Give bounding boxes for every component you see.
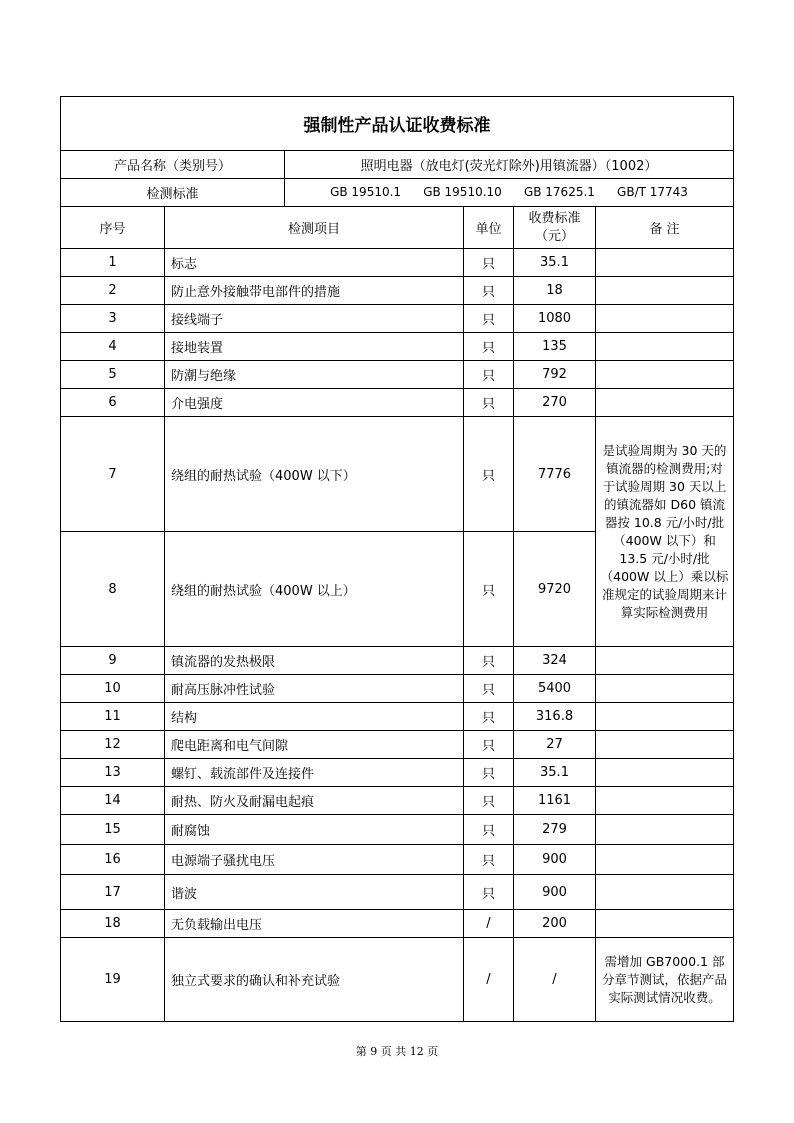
row-item: 接线端子 (165, 305, 464, 333)
row-item: 防潮与绝缘 (165, 361, 464, 389)
row-unit: 只 (464, 361, 514, 389)
page-footer: 第 9 页 共 12 页 (355, 1045, 439, 1058)
page-title: 强制性产品认证收费标准 (61, 97, 734, 151)
row-unit: 只 (464, 731, 514, 759)
standard-item: GB 19510.10 (423, 185, 502, 199)
row-no: 17 (61, 875, 165, 910)
row-no: 6 (61, 389, 165, 417)
row-note (596, 249, 734, 277)
row-note (596, 815, 734, 845)
row-note (596, 787, 734, 815)
row-note (596, 647, 734, 675)
header-no: 序号 (61, 207, 165, 249)
row-fee: 200 (514, 910, 596, 938)
row-note (596, 389, 734, 417)
table-row (61, 875, 734, 910)
row-fee: 9720 (514, 532, 596, 647)
table-row (61, 305, 734, 333)
row-note: 是试验周期为 30 天的镇流器的检测费用;对于试验周期 30 天以上的镇流器如 D60 镇流器按 10.8 元/小时/批（400W 以下）和 13.5 元/小时/批（400W 以上）乘以标准规定的试验周期来计算实际检测费用 (596, 417, 734, 647)
row-fee: 27 (514, 731, 596, 759)
row-no: 18 (61, 910, 165, 938)
fee-table (60, 96, 734, 1022)
row-unit: 只 (464, 305, 514, 333)
header-item: 检测项目 (165, 207, 464, 249)
row-item: 标志 (165, 249, 464, 277)
row-fee: 18 (514, 277, 596, 305)
row-note (596, 277, 734, 305)
row-fee: / (514, 938, 596, 1022)
header-fee: 收费标准（元） (514, 207, 596, 249)
row-item: 接地装置 (165, 333, 464, 361)
row-unit: 只 (464, 333, 514, 361)
row-unit: 只 (464, 249, 514, 277)
row-fee: 792 (514, 361, 596, 389)
row-fee: 35.1 (514, 249, 596, 277)
row-no: 19 (61, 938, 165, 1022)
row-item: 绕组的耐热试验（400W 以下） (165, 417, 464, 532)
row-item: 绕组的耐热试验（400W 以上） (165, 532, 464, 647)
row-unit: / (464, 910, 514, 938)
standard-item: GB 19510.1 (330, 185, 402, 199)
row-no: 16 (61, 845, 165, 875)
row-no: 3 (61, 305, 165, 333)
row-unit: 只 (464, 277, 514, 305)
row-note (596, 361, 734, 389)
row-no: 7 (61, 417, 165, 532)
row-no: 13 (61, 759, 165, 787)
row-no: 11 (61, 703, 165, 731)
header-unit: 单位 (464, 207, 514, 249)
row-no: 10 (61, 675, 165, 703)
table-row (61, 417, 734, 532)
row-unit: 只 (464, 787, 514, 815)
table-row (61, 815, 734, 845)
row-item: 防止意外接触带电部件的措施 (165, 277, 464, 305)
row-fee: 316.8 (514, 703, 596, 731)
row-note (596, 910, 734, 938)
row-unit: 只 (464, 647, 514, 675)
fee-standard-sheet (60, 96, 733, 1022)
table-row (61, 938, 734, 1022)
row-note: 需增加 GB7000.1 部分章节测试，依据产品实际测试情况收费。 (596, 938, 734, 1022)
row-unit: / (464, 938, 514, 1022)
row-item: 结构 (165, 703, 464, 731)
row-unit: 只 (464, 417, 514, 532)
row-no: 12 (61, 731, 165, 759)
row-no: 5 (61, 361, 165, 389)
standard-item: GB/T 17743 (617, 185, 688, 199)
table-row (61, 675, 734, 703)
table-row (61, 845, 734, 875)
row-item: 耐热、防火及耐漏电起痕 (165, 787, 464, 815)
standard-item: GB 17625.1 (523, 185, 595, 199)
table-row (61, 333, 734, 361)
row-note (596, 333, 734, 361)
row-unit: 只 (464, 815, 514, 845)
row-no: 14 (61, 787, 165, 815)
table-row (61, 277, 734, 305)
row-note (596, 759, 734, 787)
table-row (61, 703, 734, 731)
row-item: 电源端子骚扰电压 (165, 845, 464, 875)
row-note (596, 731, 734, 759)
row-fee: 900 (514, 875, 596, 910)
row-no: 8 (61, 532, 165, 647)
row-item: 无负载输出电压 (165, 910, 464, 938)
row-fee: 5400 (514, 675, 596, 703)
standards-label: 检测标准 (61, 179, 285, 207)
standards-list (285, 179, 734, 207)
row-item: 谐波 (165, 875, 464, 910)
row-fee: 7776 (514, 417, 596, 532)
row-note (596, 675, 734, 703)
row-note (596, 703, 734, 731)
row-fee: 1161 (514, 787, 596, 815)
row-item: 介电强度 (165, 389, 464, 417)
row-item: 螺钉、载流部件及连接件 (165, 759, 464, 787)
row-unit: 只 (464, 759, 514, 787)
table-row (61, 759, 734, 787)
product-label: 产品名称（类别号） (61, 151, 285, 179)
row-item: 爬电距离和电气间隙 (165, 731, 464, 759)
row-no: 2 (61, 277, 165, 305)
row-unit: 只 (464, 389, 514, 417)
row-note (596, 845, 734, 875)
row-item: 镇流器的发热极限 (165, 647, 464, 675)
table-row (61, 249, 734, 277)
table-row (61, 389, 734, 417)
row-item: 独立式要求的确认和补充试验 (165, 938, 464, 1022)
row-item: 耐高压脉冲性试验 (165, 675, 464, 703)
row-note (596, 305, 734, 333)
row-fee: 900 (514, 845, 596, 875)
table-row (61, 647, 734, 675)
product-value: 照明电器（放电灯(荧光灯除外)用镇流器）（1002） (285, 151, 734, 179)
row-fee: 270 (514, 389, 596, 417)
row-unit: 只 (464, 845, 514, 875)
row-fee: 324 (514, 647, 596, 675)
row-note (596, 875, 734, 910)
table-row (61, 731, 734, 759)
row-no: 1 (61, 249, 165, 277)
table-row (61, 361, 734, 389)
row-item: 耐腐蚀 (165, 815, 464, 845)
row-fee: 35.1 (514, 759, 596, 787)
row-fee: 135 (514, 333, 596, 361)
row-no: 15 (61, 815, 165, 845)
row-fee: 279 (514, 815, 596, 845)
row-unit: 只 (464, 875, 514, 910)
row-no: 4 (61, 333, 165, 361)
row-unit: 只 (464, 675, 514, 703)
row-fee: 1080 (514, 305, 596, 333)
row-unit: 只 (464, 703, 514, 731)
row-no: 9 (61, 647, 165, 675)
row-unit: 只 (464, 532, 514, 647)
table-row (61, 787, 734, 815)
table-row (61, 910, 734, 938)
header-note: 备 注 (596, 207, 734, 249)
